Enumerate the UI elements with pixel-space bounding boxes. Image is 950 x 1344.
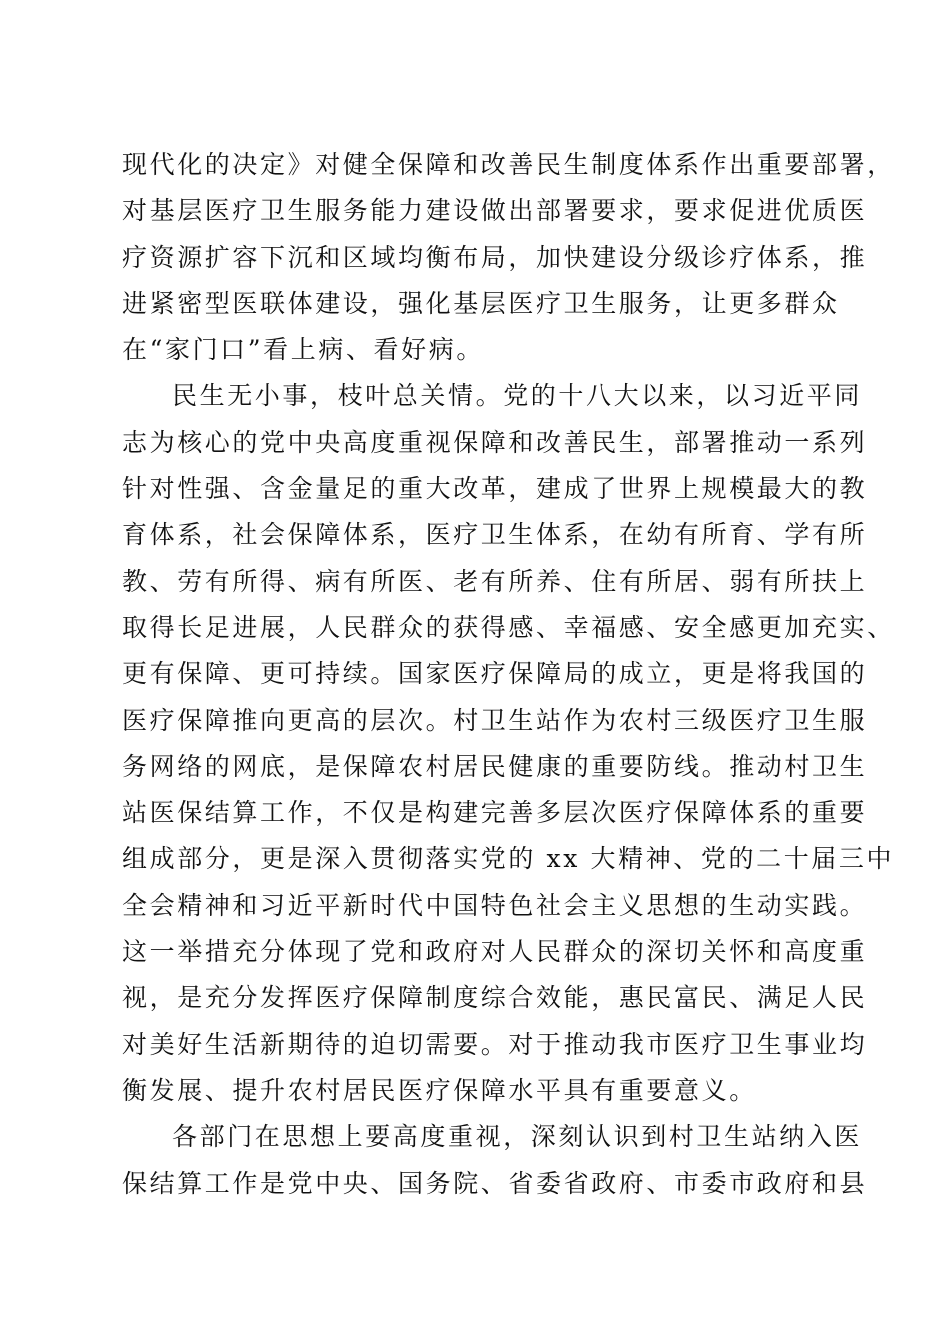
text-line: 民生无小事，枝叶总关情。党的十八大以来，以习近平同: [172, 381, 863, 411]
text-line: 育体系，社会保障体系，医疗卫生体系，在幼有所育、学有所: [122, 520, 868, 550]
text-line: 各部门在思想上要高度重视，深刻认识到村卫生站纳入医: [172, 1122, 863, 1152]
document-body: [122, 142, 895, 1207]
text-line: 在“家门口”看上病、看好病。: [122, 335, 484, 365]
text-line: 进紧密型医联体建设，强化基层医疗卫生服务，让更多群众: [122, 288, 840, 318]
text-line: 务网络的网底，是保障农村居民健康的重要防线。推动村卫生: [122, 751, 868, 781]
text-line: 站医保结算工作，不仅是构建完善多层次医疗保障体系的重要: [122, 798, 868, 828]
paragraph-1: [122, 142, 895, 373]
paragraph-2: [122, 373, 895, 1114]
text-line: 全会精神和习近平新时代中国特色社会主义思想的生动实践。: [122, 890, 868, 920]
paragraph-3: [122, 1114, 868, 1207]
text-line: 这一举措充分体现了党和政府对人民群众的深切关怀和高度重: [122, 937, 868, 967]
text-line: 医疗保障推向更高的层次。村卫生站作为农村三级医疗卫生服: [122, 705, 868, 735]
text-line: 衡发展、提升农村居民医疗保障水平具有重要意义。: [122, 1075, 757, 1105]
text-line: 疗资源扩容下沉和区域均衡布局，加快建设分级诊疗体系，推: [122, 242, 868, 272]
text-line: 对基层医疗卫生服务能力建设做出部署要求，要求促进优质医: [122, 196, 868, 226]
text-line: 取得长足进展，人民群众的获得感、幸福感、安全感更加充实、: [122, 612, 895, 642]
text-line: 教、劳有所得、病有所医、老有所养、住有所居、弱有所扶上: [122, 566, 868, 596]
text-line: 现代化的决定》对健全保障和改善民生制度体系作出重要部署，: [122, 150, 895, 179]
text-line: 对美好生活新期待的迫切需要。对于推动我市医疗卫生事业均: [122, 1029, 868, 1059]
text-line: 针对性强、含金量足的重大改革，建成了世界上规模最大的教: [122, 474, 868, 504]
text-line: 视，是充分发挥医疗保障制度综合效能，惠民富民、满足人民: [122, 983, 868, 1013]
text-line: 保结算工作是党中央、国务院、省委省政府、市委市政府和县: [122, 1168, 868, 1198]
text-line: 更有保障、更可持续。国家医疗保障局的成立，更是将我国的: [122, 659, 868, 689]
text-line: 组成部分，更是深入贯彻落实党的 xx 大精神、党的二十届三中: [122, 844, 895, 874]
text-line: 志为核心的党中央高度重视保障和改善民生，部署推动一系列: [122, 427, 868, 457]
